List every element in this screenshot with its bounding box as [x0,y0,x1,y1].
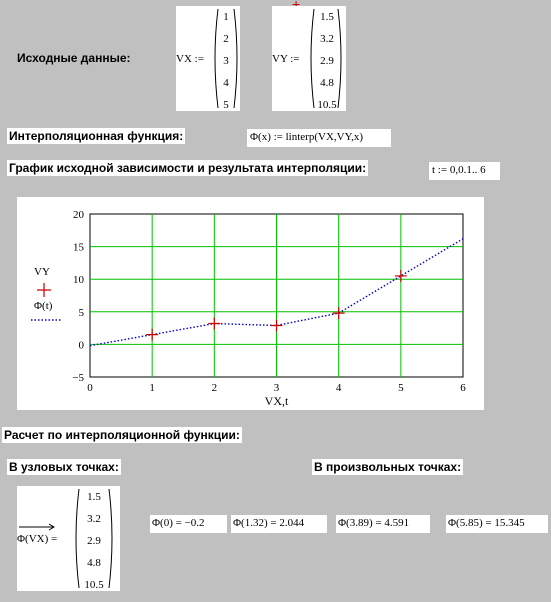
vy-values [312,6,342,116]
eval-region[interactable] [231,515,327,533]
x-tick-label: 3 [273,382,280,394]
eval-text: Φ(3.89) = 4.591 [338,517,410,529]
x-tick-label: 1 [149,382,155,394]
vy-name: VY := [272,53,300,65]
result-value: 10.5 [84,579,104,591]
x-tick-label: 2 [211,382,218,394]
vy-definition[interactable] [272,6,346,111]
result-value: 2.9 [87,535,101,547]
graph-title-label: График исходной зависимости и результата интерполяции: [9,161,367,175]
vx-values [216,6,236,116]
eval-region[interactable] [150,515,227,533]
formula-region[interactable] [247,129,391,147]
x-axis-label: VX,t [264,394,289,408]
result-value: 4.8 [87,557,101,569]
eval-text: Φ(5.85) = 15.345 [448,517,525,529]
x-tick-label: 0 [87,382,93,394]
vy-value: 1.5 [320,11,334,23]
chart-svg [17,197,484,410]
vx-value: 1 [223,11,229,23]
y-tick-label: 10 [73,274,84,287]
vy-value: 2.9 [320,55,334,67]
vy-value: 10.5 [317,99,337,111]
vy-value: 3.2 [320,33,334,45]
vx-value: 5 [223,99,229,111]
vx-name: VX := [176,53,204,65]
eval-text: Φ(0) = −0.2 [152,517,205,529]
input-data-label: Исходные данные: [17,51,131,65]
eval-region[interactable] [446,515,548,533]
interp-func-label: Интерполяционная функция: [9,129,184,143]
x-tick-label: 4 [335,382,342,394]
vx-definition[interactable] [176,6,240,111]
eval-text: Φ(1.32) = 2.044 [233,517,305,529]
vx-value: 3 [223,55,229,67]
at-arbitrary-label: В произвольных точках: [314,460,462,474]
result-label: Φ(VX) = [17,533,58,545]
legend-label-vy: VY [34,266,50,278]
y-tick-label: 20 [73,209,84,221]
y-tick-label: 15 [73,241,84,254]
range-definition[interactable] [429,162,500,180]
vx-value: 2 [223,33,229,45]
eval-region[interactable] [336,515,430,533]
vx-value: 4 [223,77,229,89]
range-text: t := 0,0.1.. 6 [432,164,486,176]
x-tick-label: 5 [398,382,404,394]
at-nodes-label: В узловых точках: [9,460,119,474]
result-value: 1.5 [87,491,101,503]
formula-text: Φ(x) := linterp(VX,VY,x) [250,131,364,143]
result-region[interactable] [17,486,120,591]
legend-label-phi: Φ(t) [34,300,53,312]
result-values [77,486,111,596]
result-value: 3.2 [87,513,101,525]
vectorize-arrow-icon [17,522,57,532]
x-tick-label: 6 [460,382,466,394]
interpolation-chart[interactable] [17,197,484,410]
legend-marker-icon [37,283,51,297]
y-tick-label: −5 [72,372,84,384]
y-tick-label: 0 [78,339,84,352]
calc-title-label: Расчет по интерполяционной функции: [4,428,240,442]
vy-value: 4.8 [320,77,334,89]
y-tick-label: 5 [78,306,84,319]
